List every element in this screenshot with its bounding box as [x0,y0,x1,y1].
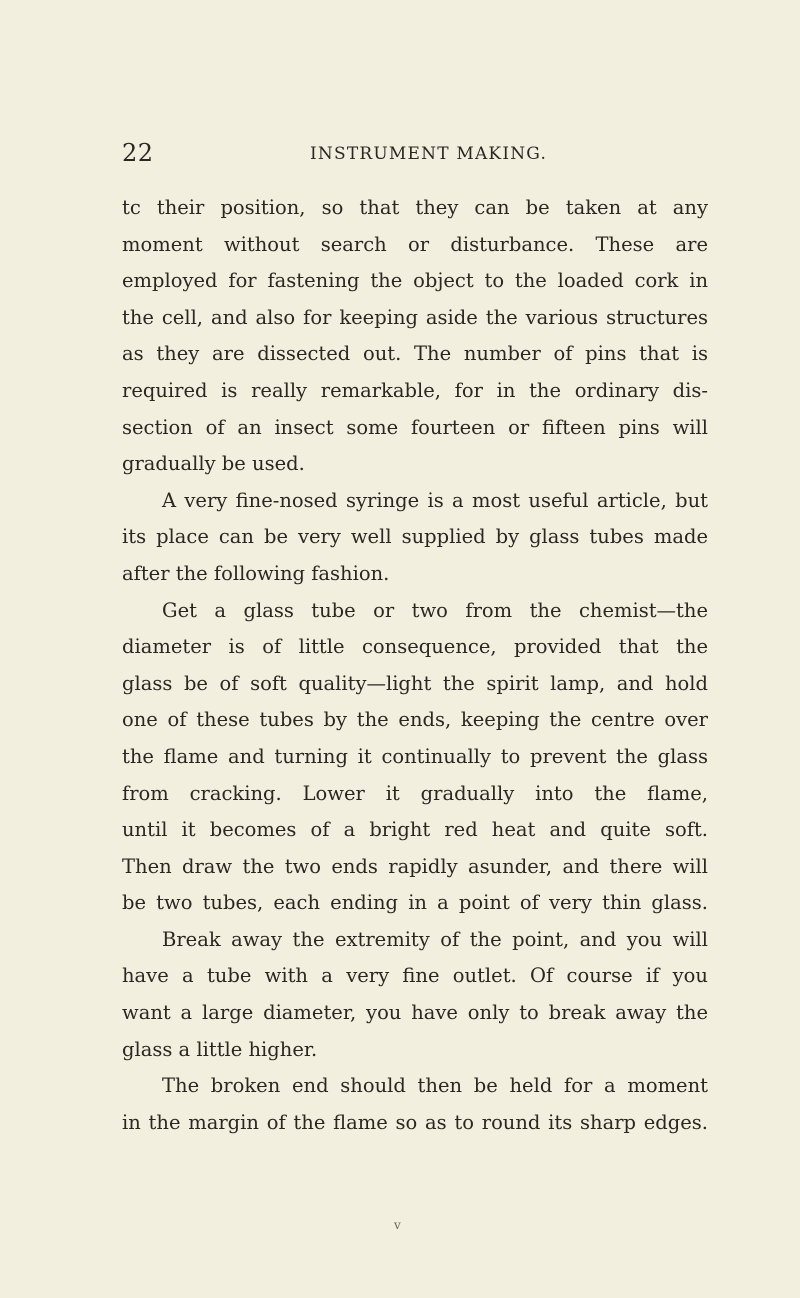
footer-mark: v [394,1218,401,1232]
body-text [122,190,708,1141]
text-line: one of these tubes by the ends, keeping the centre over [122,708,708,732]
page-number: 22 [122,139,154,167]
text-line: employed for fastening the object to the loaded cork in [122,269,708,293]
text-line: tc their position, so that they can be taken at any [122,196,708,219]
text-line: the cell, and also for keeping aside the various structures [122,305,708,329]
page-header [122,138,712,168]
text-line: after the following fashion. [122,561,390,585]
text-line: gradually be used. [122,452,305,476]
text-line: required is really remarkable, for in the ordinary dis- [122,378,708,402]
text-line: be two tubes, each ending in a point of very thin glass. [122,891,708,915]
text-line: the flame and turning it continually to prevent the glass [122,744,708,768]
text-line: until it becomes of a bright red heat and quite soft. [122,818,708,842]
running-title: INSTRUMENT MAKING. [310,144,548,164]
text-line: glass be of soft quality—light the spirit lamp, and hold [122,671,708,695]
text-line: diameter is of little consequence, provided that the [122,635,708,659]
text-line: section of an insect some fourteen or fifteen pins will [122,415,708,439]
text-line: its place can be very well supplied by glass tubes made [122,525,708,549]
text-line: moment without search or disturbance. These are [122,232,708,256]
text-line: as they are dissected out. The number of pins that is [122,342,708,366]
text-line: in the margin of the flame so as to round its sharp edges. [122,1110,708,1134]
text-line: glass a little higher. [122,1037,318,1061]
text-line: want a large diameter, you have only to break away the [122,1001,708,1025]
text-line: have a tube with a very fine outlet. Of course if you [122,964,708,988]
text-line: Then draw the two ends rapidly asunder, and there will [122,854,708,878]
text-line: Break away the extremity of the point, and you will [162,927,708,951]
text-line: The broken end should then be held for a moment [162,1074,708,1098]
text-line: from cracking. Lower it gradually into the flame, [122,781,708,805]
text-line: A very fine-nosed syringe is a most useful article, but [162,488,708,512]
text-line: Get a glass tube or two from the chemist—the [162,598,708,622]
